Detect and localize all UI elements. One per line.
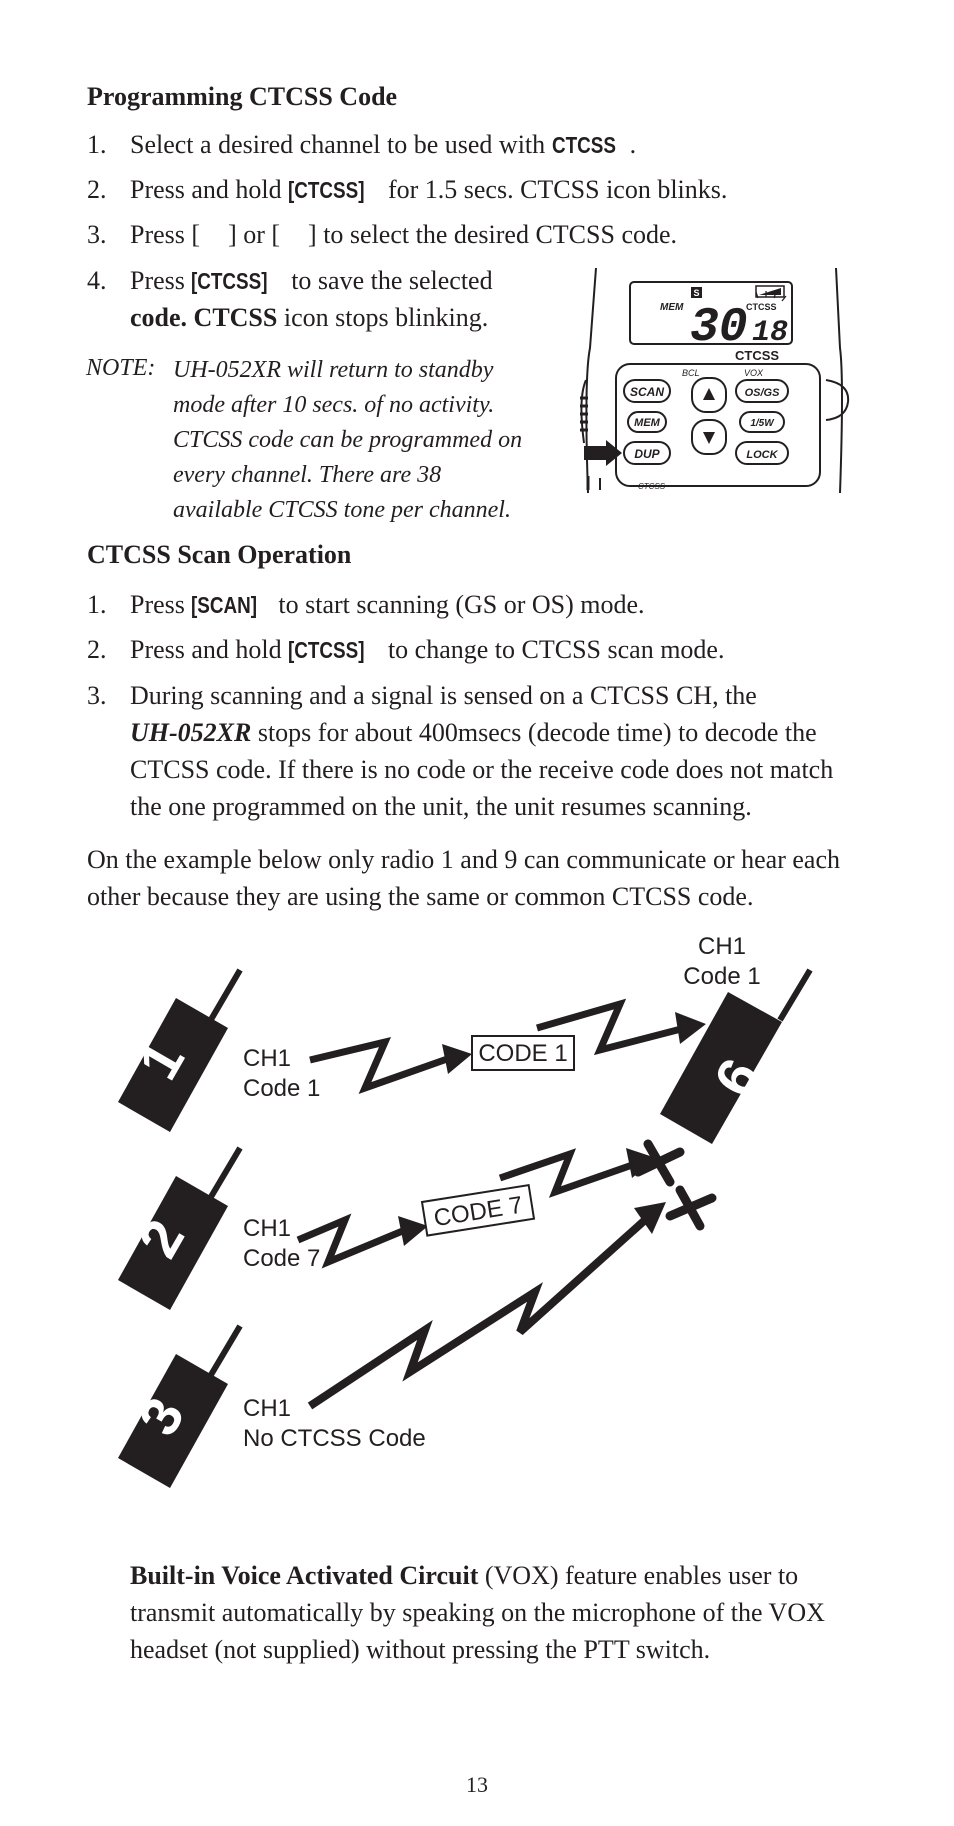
- step-text: Press: [130, 266, 192, 295]
- radio-2: [118, 1148, 240, 1310]
- step-text: Select a desired channel to be used with: [130, 130, 552, 159]
- radio-3: [118, 1326, 240, 1488]
- step-line: stops for about 400msecs (decode time) to decode the: [251, 718, 817, 747]
- lcd-s-indicator: S: [693, 288, 700, 298]
- code-7-box: CODE 7: [431, 1191, 525, 1233]
- vox-title: Built-in Voice Activated Circuit: [130, 1561, 479, 1590]
- radio-9: [660, 970, 810, 1144]
- section-heading-programming: Programming CTCSS Code: [87, 82, 398, 111]
- step-text-bold: code. CTCSS: [130, 303, 278, 332]
- step-text: Press and hold: [130, 175, 289, 204]
- radio-1: [118, 970, 240, 1132]
- note-line: available CTCSS tone per channel.: [173, 497, 511, 523]
- example-paragraph: [87, 841, 927, 915]
- lcd-mem-indicator: MEM: [660, 302, 684, 313]
- step-text-end: icon stops blinking.: [277, 303, 489, 332]
- note-line: mode after 10 secs. of no activity.: [173, 392, 495, 418]
- page-number: 13: [466, 1772, 488, 1797]
- scan-key-label: [SCAN]: [191, 592, 258, 618]
- ctcss-keyword: CTCSS: [551, 132, 616, 158]
- radio-9-channel: CH1: [697, 933, 747, 960]
- step-text-end: to change to CTCSS scan mode.: [381, 635, 725, 664]
- step-number: 2.: [87, 175, 107, 204]
- blocked-x-icon: [670, 1190, 712, 1226]
- step-line: During scanning and a signal is sensed on a CTCSS CH, the: [130, 681, 757, 710]
- step-text-end: to start scanning (GS or OS) mode.: [271, 590, 645, 619]
- power-key: 1/5W: [750, 418, 774, 429]
- ctcss-communication-diagram: [100, 920, 820, 1500]
- step-line: the one programmed on the unit, the unit resumes scanning.: [130, 792, 752, 821]
- radio-9-code: Code 1: [683, 963, 761, 990]
- ctcss-small-label: CTCSS: [638, 482, 666, 491]
- lcd-ctcss-indicator: CTCSS: [746, 302, 777, 312]
- step-number: 1.: [87, 130, 107, 159]
- step-text-b: ] or [: [228, 220, 281, 249]
- model-name: UH-052XR: [130, 718, 252, 747]
- note-line: UH-052XR will return to standby: [173, 357, 494, 383]
- step-line: CTCSS code. If there is no code or the receive code does not match: [130, 755, 834, 784]
- step-text-end: .: [629, 130, 637, 159]
- step-text-end: for 1.5 secs. CTCSS icon blinks.: [381, 175, 728, 204]
- panel-ctcss-label: CTCSS: [735, 348, 780, 363]
- radio-9-number: 9: [701, 1048, 772, 1107]
- dup-key: DUP: [634, 447, 660, 461]
- ctcss-key-label: [CTCSS]: [191, 268, 268, 294]
- step-number: 3.: [87, 681, 107, 710]
- radio-2-channel: CH1: [243, 1215, 292, 1242]
- step-text-a: Press [: [130, 220, 201, 249]
- example-line: On the example below only radio 1 and 9 can communicate or hear each: [87, 845, 840, 874]
- step-number: 1.: [87, 590, 107, 619]
- ctcss-key-label: [CTCSS]: [288, 177, 365, 203]
- vox-label: VOX: [744, 368, 764, 378]
- vox-line: headset (not supplied) without pressing the PTT switch.: [130, 1635, 711, 1664]
- note-line: every channel. There are 38: [173, 462, 442, 488]
- section-heading-scan: CTCSS Scan Operation: [87, 540, 352, 569]
- step-text: Press: [130, 590, 192, 619]
- note-body: [173, 353, 573, 528]
- radio-1-channel: CH1: [243, 1045, 292, 1072]
- bcl-label: BCL: [682, 368, 700, 378]
- step-number: 3.: [87, 220, 107, 249]
- mem-key: MEM: [634, 417, 660, 429]
- step-number: 2.: [87, 635, 107, 664]
- ctcss-key-label: [CTCSS]: [288, 637, 365, 663]
- radio-3-code: No CTCSS Code: [243, 1425, 426, 1452]
- osgs-key: OS/GS: [744, 387, 780, 399]
- step-text-c: ] to select the desired CTCSS code.: [308, 220, 678, 249]
- step-number: 4.: [87, 266, 107, 295]
- radio-2-code: Code 7: [243, 1245, 321, 1272]
- step-text-end: to save the selected: [284, 266, 493, 295]
- lock-key: LOCK: [746, 449, 778, 461]
- note-line: CTCSS code can be programmed on: [173, 427, 523, 453]
- note-label: NOTE:: [86, 355, 156, 381]
- step-text: Press and hold: [130, 635, 289, 664]
- vox-line: (VOX) feature enables user to: [478, 1561, 799, 1590]
- radio-1-code: Code 1: [243, 1075, 321, 1102]
- code-1-box: CODE 1: [478, 1040, 568, 1067]
- radio-3-channel: CH1: [243, 1395, 292, 1422]
- vox-line: transmit automatically by speaking on the microphone of the VOX: [130, 1598, 825, 1627]
- example-line: other because they are using the same or common CTCSS code.: [87, 882, 754, 911]
- radio-front-panel-illustration: [578, 268, 850, 494]
- lcd-ctcss-code: 18: [752, 316, 789, 350]
- radio-2-number: 2: [126, 1209, 197, 1268]
- vox-paragraph: [130, 1557, 930, 1668]
- lcd-channel-number: 30: [690, 301, 748, 355]
- scan-key: SCAN: [629, 385, 665, 399]
- radio-3-number: 3: [126, 1387, 197, 1446]
- radio-1-number: 1: [126, 1031, 197, 1090]
